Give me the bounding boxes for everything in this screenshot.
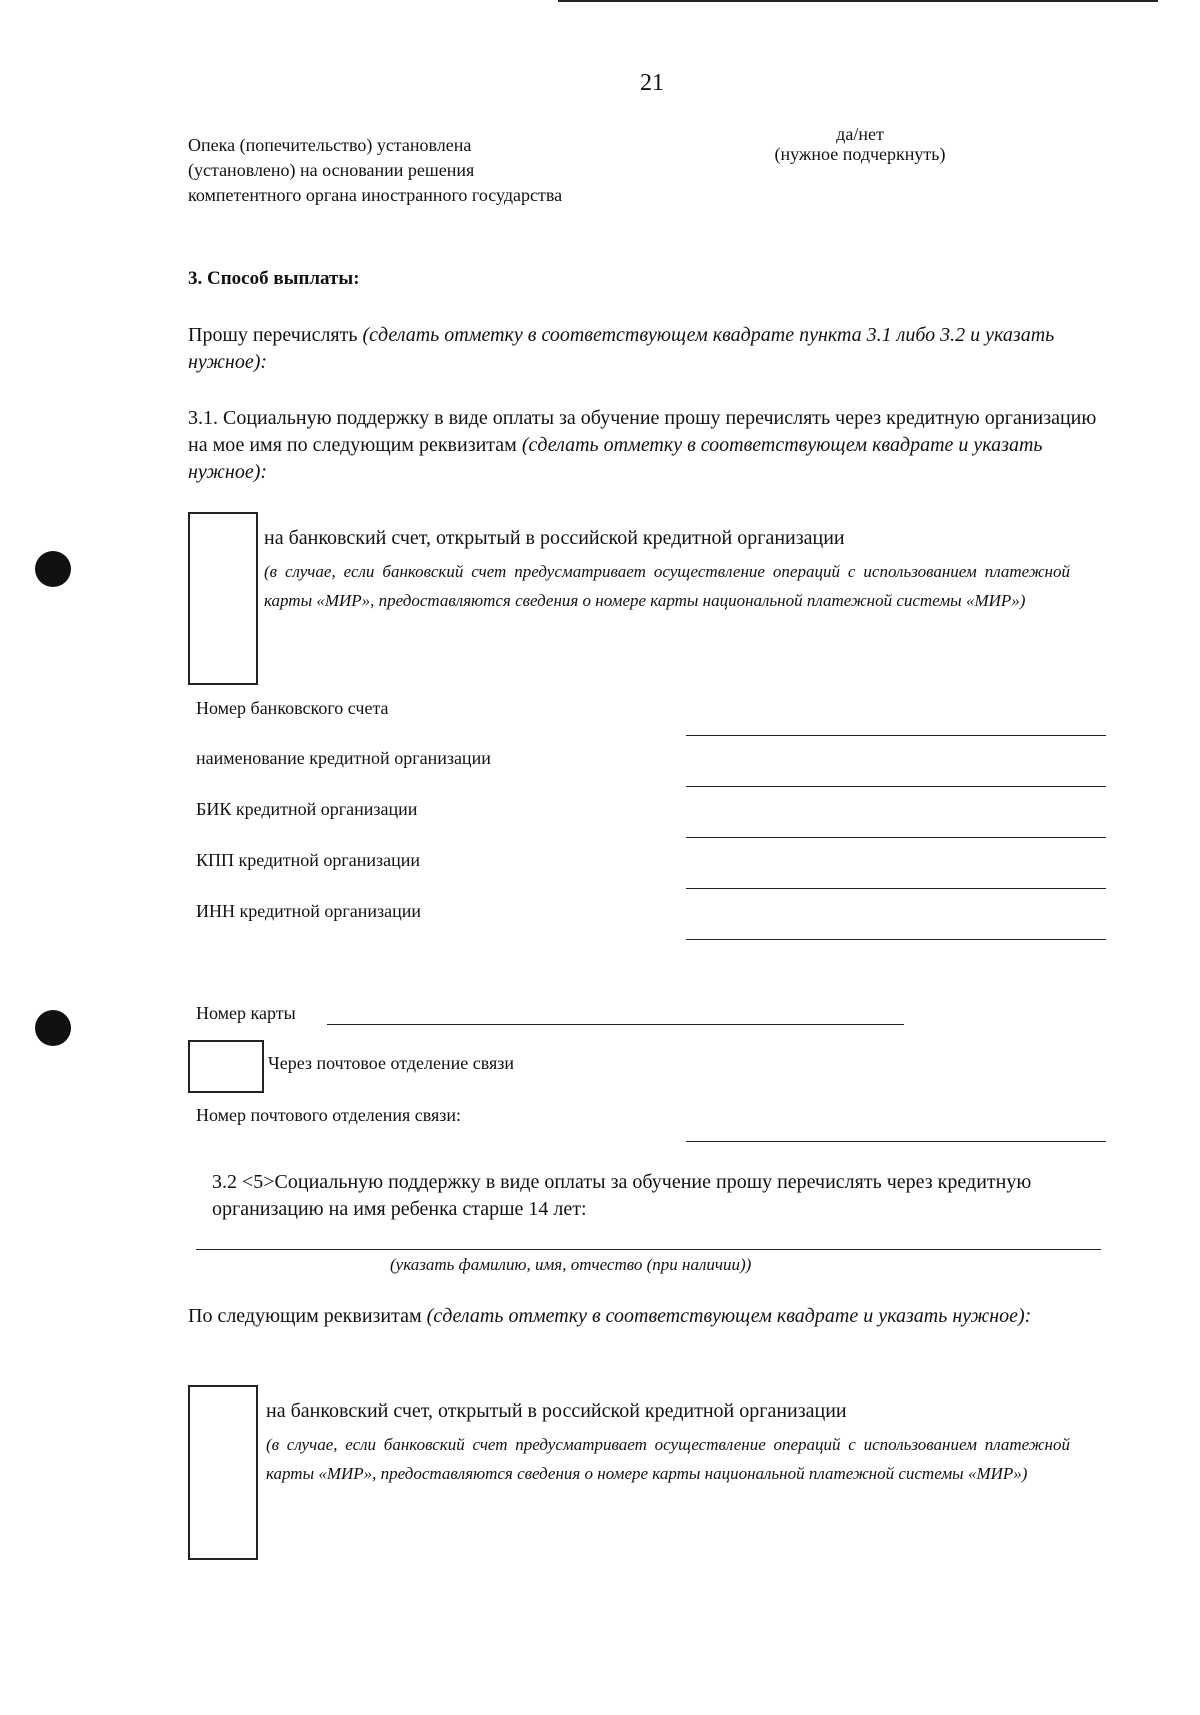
yes-no-label: да/нет — [836, 124, 884, 144]
follow-paragraph — [188, 1303, 1098, 1330]
punch-hole — [35, 551, 71, 587]
top-border-line — [558, 0, 1158, 2]
post-office-option: Через почтовое отделение связи — [268, 1053, 514, 1073]
card-number-label: Номер карты — [196, 1003, 296, 1023]
post-office-number-label: Номер почтового отделения связи: — [196, 1105, 462, 1125]
guardianship-text: Опека (попечительство) установлена (установлено) на основании решения компетентного органа иностранного государства — [188, 135, 563, 205]
bik-input[interactable] — [686, 837, 1106, 838]
yes-no-choice[interactable] — [750, 124, 970, 164]
bank-option-note: (в случае, если банковский счет предусматривает осуществление операций с использованием платежной карты «МИР», предоставляются сведения о номере карты национальной платежной системы «МИР») — [264, 562, 1070, 610]
bank-account-checkbox[interactable] — [188, 512, 258, 685]
child-name-hint: (указать фамилию, имя, отчество (при наличии)) — [390, 1255, 752, 1274]
field-bik: БИК кредитной организации — [196, 799, 418, 819]
request-prefix: Прошу перечислять — [188, 324, 363, 346]
bank-name-input[interactable] — [686, 786, 1106, 787]
section-title: 3. Способ выплаты: — [188, 268, 360, 289]
child-bank-option-title: на банковский счет, открытый в российской кредитной организации — [266, 1400, 847, 1422]
request-paragraph — [188, 322, 1098, 376]
paragraph-3-2: 3.2 <5>Социальную поддержку в виде оплаты за обучение прошу перечислять через кредитную организацию на имя ребенка старше 14 лет: — [212, 1171, 1032, 1220]
card-number-input[interactable] — [327, 1024, 904, 1025]
follow-hint: (сделать отметку в соответствующем квадрате и указать нужное): — [426, 1305, 1032, 1327]
p31-text: 3.1. Социальную поддержку в виде оплаты за обучение прошу перечислять через кредитную организацию на мое имя по следующим реквизитам — [188, 407, 1097, 456]
post-office-number-input[interactable] — [686, 1141, 1106, 1142]
field-inn: ИНН кредитной организации — [196, 901, 422, 921]
bank-option-title: на банковский счет, открытый в российской кредитной организации — [264, 527, 845, 549]
account-number-input[interactable] — [686, 735, 1106, 736]
underline-hint: (нужное подчеркнуть) — [774, 144, 946, 164]
kpp-input[interactable] — [686, 888, 1106, 889]
field-kpp: КПП кредитной организации — [196, 850, 421, 870]
post-office-checkbox[interactable] — [188, 1040, 264, 1093]
child-bank-option-note: (в случае, если банковский счет предусматривает осуществление операций с использованием платежной карты «МИР», предоставляются сведения о номере карты национальной платежной системы «МИР») — [266, 1435, 1070, 1483]
p31-hint: (сделать отметку в соответствующем квадрате и указать нужное): — [188, 434, 1043, 483]
punch-hole — [35, 1010, 71, 1046]
inn-input[interactable] — [686, 939, 1106, 940]
request-hint: (сделать отметку в соответствующем квадрате пункта 3.1 либо 3.2 и указать нужное): — [188, 324, 1055, 373]
paragraph-3-1 — [188, 405, 1098, 486]
field-bank-name: наименование кредитной организации — [196, 748, 491, 768]
child-name-input[interactable] — [196, 1249, 1101, 1250]
child-bank-account-checkbox[interactable] — [188, 1385, 258, 1560]
follow-prefix: По следующим реквизитам — [188, 1305, 427, 1327]
field-account-number: Номер банковского счета — [196, 698, 389, 718]
page-number: 21 — [640, 70, 664, 96]
